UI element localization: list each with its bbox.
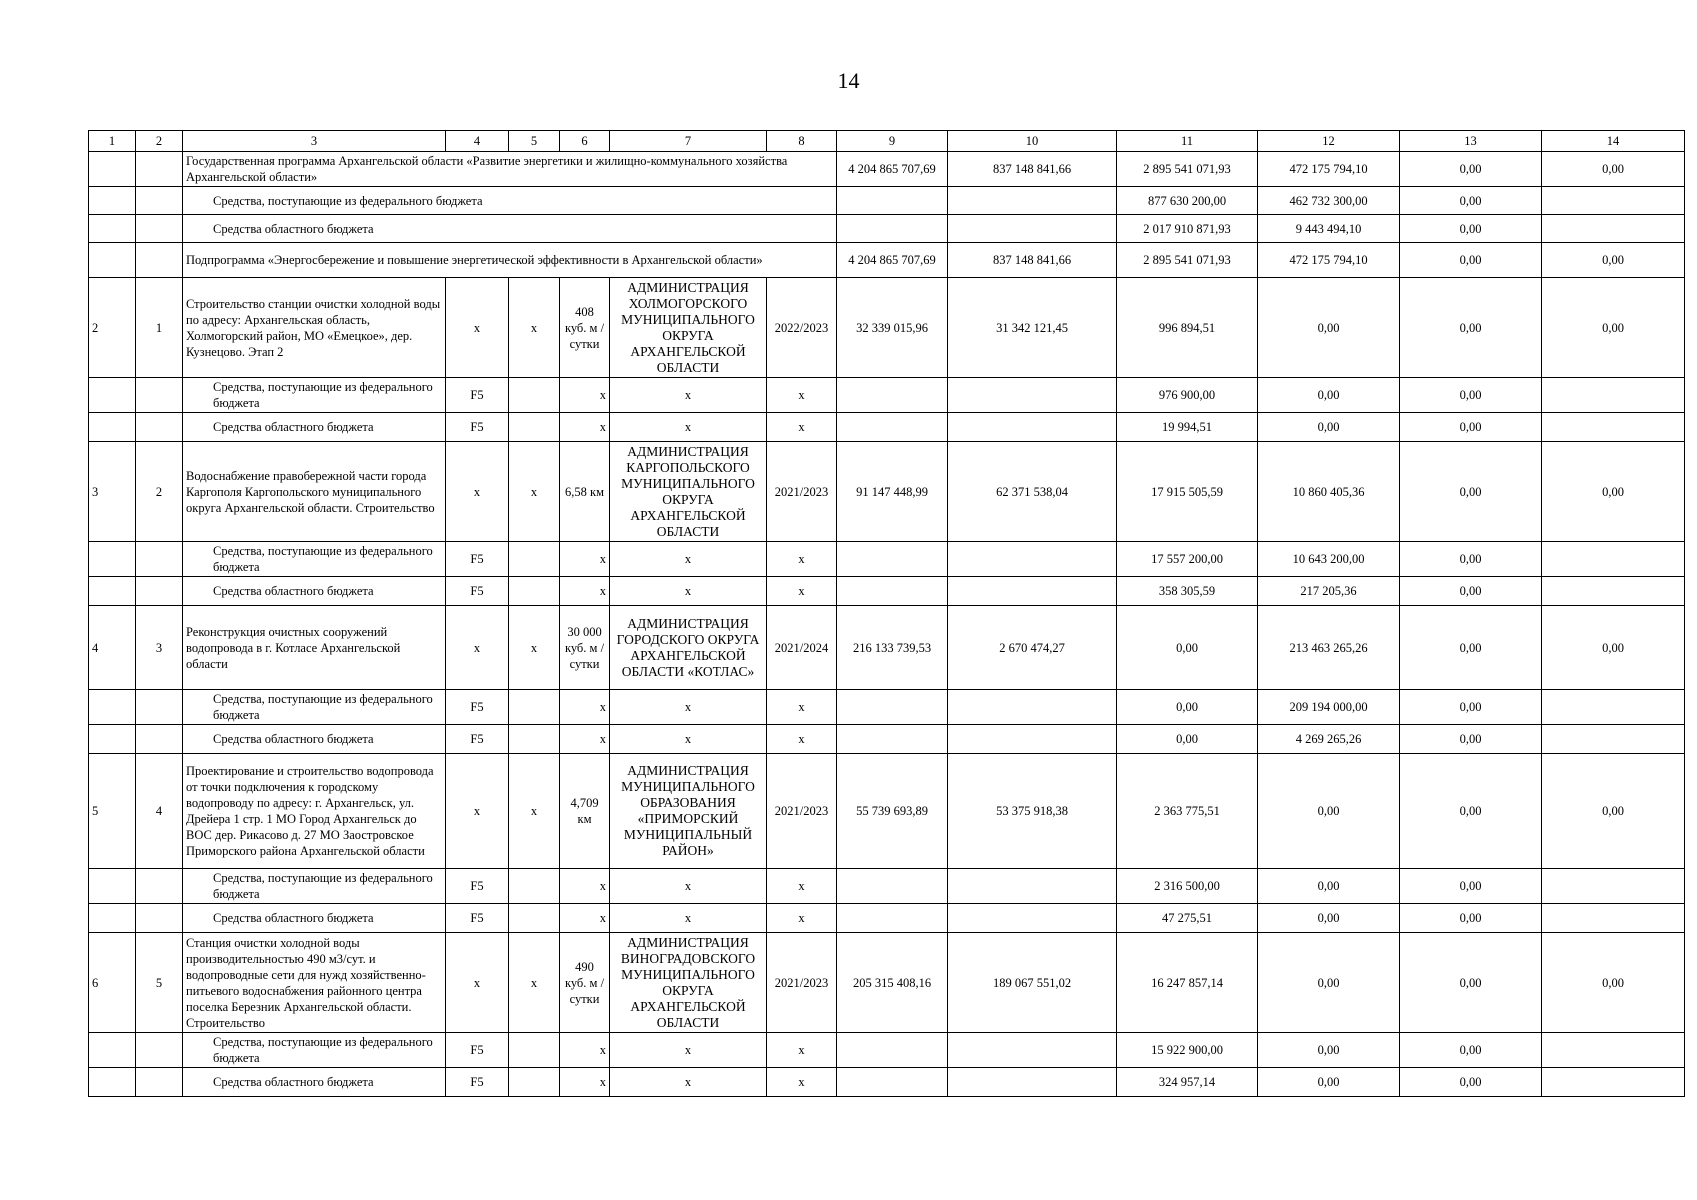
- amount-cell: 17 915 505,59: [1117, 442, 1258, 542]
- customer-organization: x: [610, 725, 767, 754]
- amount-cell: 877 630 200,00: [1117, 187, 1258, 215]
- funding-row: [89, 690, 1685, 725]
- empty-cell: [89, 413, 136, 442]
- amount-cell: 358 305,59: [1117, 577, 1258, 606]
- funding-source: Средства, поступающие из федерального бюджета: [183, 869, 446, 904]
- capacity-cell: x: [560, 542, 610, 577]
- amount-cell: 2 670 474,27: [948, 606, 1117, 690]
- period-cell: x: [767, 378, 837, 413]
- capacity-cell: x: [560, 1068, 610, 1097]
- amount-cell: [948, 187, 1117, 215]
- code-cell: x: [446, 278, 509, 378]
- customer-organization: x: [610, 869, 767, 904]
- amount-cell: [1542, 215, 1685, 243]
- row-number: [89, 152, 136, 187]
- customer-organization: x: [610, 1033, 767, 1068]
- amount-cell: 837 148 841,66: [948, 152, 1117, 187]
- amount-cell: [1542, 725, 1685, 754]
- code-cell: F5: [446, 1033, 509, 1068]
- item-number: 4: [136, 754, 183, 869]
- amount-cell: 0,00: [1400, 187, 1542, 215]
- object-title: Станция очистки холодной воды производительностью 490 м3/сут. и водопроводные сети для нужд хозяйственно-питьевого водоснабжения районного центра поселка Березник Архангельской области. Строительство: [183, 933, 446, 1033]
- amount-cell: 0,00: [1258, 754, 1400, 869]
- period-cell: x: [767, 869, 837, 904]
- amount-cell: 2 316 500,00: [1117, 869, 1258, 904]
- empty-cell: [509, 725, 560, 754]
- empty-cell: [136, 1068, 183, 1097]
- period-cell: 2021/2024: [767, 606, 837, 690]
- customer-organization: x: [610, 542, 767, 577]
- capacity-cell: x: [560, 413, 610, 442]
- object-row: [89, 754, 1685, 869]
- period-cell: x: [767, 1068, 837, 1097]
- amount-cell: 0,00: [1400, 1068, 1542, 1097]
- amount-cell: 47 275,51: [1117, 904, 1258, 933]
- page-number: 14: [837, 68, 860, 93]
- object-row: [89, 606, 1685, 690]
- capacity-cell: x: [560, 904, 610, 933]
- empty-cell: [509, 413, 560, 442]
- amount-cell: 32 339 015,96: [837, 278, 948, 378]
- funding-source: Средства областного бюджета: [183, 413, 446, 442]
- amount-cell: [1542, 869, 1685, 904]
- column-number: 5: [509, 131, 560, 152]
- funding-row: [89, 187, 1685, 215]
- amount-cell: 53 375 918,38: [948, 754, 1117, 869]
- column-number: 13: [1400, 131, 1542, 152]
- column-number: 3: [183, 131, 446, 152]
- empty-cell: [136, 725, 183, 754]
- amount-cell: 0,00: [1542, 152, 1685, 187]
- amount-cell: [1542, 690, 1685, 725]
- code-cell: F5: [446, 1068, 509, 1097]
- column-number-row: [89, 131, 1685, 152]
- empty-cell: [136, 904, 183, 933]
- amount-cell: 0,00: [1400, 243, 1542, 278]
- item-number: 1: [136, 278, 183, 378]
- empty-cell: [136, 542, 183, 577]
- column-number: 9: [837, 131, 948, 152]
- amount-cell: [837, 1033, 948, 1068]
- amount-cell: 0,00: [1542, 933, 1685, 1033]
- amount-cell: [948, 690, 1117, 725]
- row-number: 2: [89, 278, 136, 378]
- empty-cell: [89, 904, 136, 933]
- object-title: Проектирование и строительство водопровода от точки подключения к городскому водопроводу по адресу: г. Архангельск, ул. Дрейера 1 стр. 1 МО Город Архангельск до ВОС дер. Рикасово д. 27 МО Заостровское Приморского района Архангельской области: [183, 754, 446, 869]
- funding-row: [89, 215, 1685, 243]
- capacity-cell: x: [560, 725, 610, 754]
- capacity-cell: 4,709 км: [560, 754, 610, 869]
- customer-organization: x: [610, 378, 767, 413]
- code-cell: F5: [446, 413, 509, 442]
- row-number: 4: [89, 606, 136, 690]
- amount-cell: 4 269 265,26: [1258, 725, 1400, 754]
- code-cell: F5: [446, 577, 509, 606]
- amount-cell: [948, 542, 1117, 577]
- object-title: Строительство станции очистки холодной воды по адресу: Архангельская область, Холмогорский район, МО «Емецкое», дер. Кузнецово. Этап 2: [183, 278, 446, 378]
- customer-organization: x: [610, 1068, 767, 1097]
- empty-cell: [89, 869, 136, 904]
- amount-cell: 0,00: [1542, 754, 1685, 869]
- empty-cell: [89, 690, 136, 725]
- amount-cell: [837, 187, 948, 215]
- code-cell: F5: [446, 690, 509, 725]
- amount-cell: [837, 378, 948, 413]
- amount-cell: 0,00: [1400, 442, 1542, 542]
- amount-cell: 0,00: [1542, 442, 1685, 542]
- amount-cell: 55 739 693,89: [837, 754, 948, 869]
- amount-cell: 4 204 865 707,69: [837, 152, 948, 187]
- code-cell: F5: [446, 904, 509, 933]
- amount-cell: 0,00: [1400, 413, 1542, 442]
- capacity-cell: x: [560, 577, 610, 606]
- funding-source: Средства областного бюджета: [183, 904, 446, 933]
- code-cell: x: [446, 442, 509, 542]
- amount-cell: 0,00: [1258, 413, 1400, 442]
- amount-cell: 0,00: [1258, 904, 1400, 933]
- amount-cell: 0,00: [1542, 278, 1685, 378]
- funding-row: [89, 577, 1685, 606]
- code-cell: F5: [446, 725, 509, 754]
- period-cell: x: [767, 413, 837, 442]
- amount-cell: 0,00: [1400, 904, 1542, 933]
- funding-source: Средства, поступающие из федерального бюджета: [183, 1033, 446, 1068]
- funding-row: [89, 413, 1685, 442]
- amount-cell: [948, 215, 1117, 243]
- column-number: 10: [948, 131, 1117, 152]
- empty-cell: [136, 577, 183, 606]
- amount-cell: 324 957,14: [1117, 1068, 1258, 1097]
- amount-cell: 31 342 121,45: [948, 278, 1117, 378]
- amount-cell: 472 175 794,10: [1258, 243, 1400, 278]
- customer-organization: АДМИНИСТРАЦИЯ ХОЛМОГОРСКОГО МУНИЦИПАЛЬНОГО ОКРУГА АРХАНГЕЛЬСКОЙ ОБЛАСТИ: [610, 278, 767, 378]
- amount-cell: 976 900,00: [1117, 378, 1258, 413]
- amount-cell: 0,00: [1117, 725, 1258, 754]
- empty-cell: [509, 904, 560, 933]
- column-number: 12: [1258, 131, 1400, 152]
- amount-cell: 189 067 551,02: [948, 933, 1117, 1033]
- amount-cell: [837, 869, 948, 904]
- amount-cell: 209 194 000,00: [1258, 690, 1400, 725]
- amount-cell: [837, 577, 948, 606]
- amount-cell: [948, 869, 1117, 904]
- amount-cell: [837, 725, 948, 754]
- amount-cell: 0,00: [1400, 933, 1542, 1033]
- column-number: 1: [89, 131, 136, 152]
- amount-cell: 10 643 200,00: [1258, 542, 1400, 577]
- empty-cell: [509, 1033, 560, 1068]
- amount-cell: [1542, 1033, 1685, 1068]
- amount-cell: [948, 577, 1117, 606]
- amount-cell: 0,00: [1542, 606, 1685, 690]
- funding-row: [89, 378, 1685, 413]
- item-number: [136, 243, 183, 278]
- column-number: 14: [1542, 131, 1685, 152]
- object-title: Водоснабжение правобережной части города Каргополя Каргопольского муниципального округа Архангельской области. Строительство: [183, 442, 446, 542]
- amount-cell: 15 922 900,00: [1117, 1033, 1258, 1068]
- customer-organization: АДМИНИСТРАЦИЯ ВИНОГРАДОВСКОГО МУНИЦИПАЛЬНОГО ОКРУГА АРХАНГЕЛЬСКОЙ ОБЛАСТИ: [610, 933, 767, 1033]
- object-row: [89, 442, 1685, 542]
- amount-cell: 0,00: [1400, 869, 1542, 904]
- code-cell: F5: [446, 542, 509, 577]
- customer-organization: x: [610, 690, 767, 725]
- column-number: 2: [136, 131, 183, 152]
- amount-cell: 0,00: [1400, 215, 1542, 243]
- amount-cell: 0,00: [1258, 378, 1400, 413]
- code-cell: x: [509, 933, 560, 1033]
- column-number: 4: [446, 131, 509, 152]
- code-cell: x: [509, 442, 560, 542]
- funding-row: [89, 869, 1685, 904]
- amount-cell: 0,00: [1400, 152, 1542, 187]
- empty-cell: [89, 542, 136, 577]
- amount-cell: [1542, 413, 1685, 442]
- empty-cell: [89, 1033, 136, 1068]
- funding-source: Средства, поступающие из федерального бюджета: [183, 690, 446, 725]
- amount-cell: 0,00: [1400, 725, 1542, 754]
- empty-cell: [136, 869, 183, 904]
- amount-cell: [948, 413, 1117, 442]
- code-cell: x: [509, 754, 560, 869]
- amount-cell: [948, 725, 1117, 754]
- column-number: 7: [610, 131, 767, 152]
- amount-cell: 0,00: [1400, 577, 1542, 606]
- amount-cell: 213 463 265,26: [1258, 606, 1400, 690]
- amount-cell: 462 732 300,00: [1258, 187, 1400, 215]
- amount-cell: 2 895 541 071,93: [1117, 243, 1258, 278]
- empty-cell: [509, 378, 560, 413]
- capacity-cell: x: [560, 869, 610, 904]
- amount-cell: 62 371 538,04: [948, 442, 1117, 542]
- budget-table: [88, 130, 1685, 1097]
- funding-row: [89, 904, 1685, 933]
- empty-cell: [509, 690, 560, 725]
- program-row: [89, 243, 1685, 278]
- period-cell: x: [767, 904, 837, 933]
- row-number: 3: [89, 442, 136, 542]
- column-number: 8: [767, 131, 837, 152]
- amount-cell: 0,00: [1400, 690, 1542, 725]
- capacity-cell: x: [560, 690, 610, 725]
- row-number: [89, 187, 136, 215]
- empty-cell: [89, 378, 136, 413]
- code-cell: x: [509, 278, 560, 378]
- customer-organization: x: [610, 577, 767, 606]
- period-cell: x: [767, 725, 837, 754]
- amount-cell: [1542, 542, 1685, 577]
- amount-cell: 0,00: [1258, 1068, 1400, 1097]
- amount-cell: 0,00: [1117, 606, 1258, 690]
- item-number: [136, 187, 183, 215]
- funding-row: [89, 1068, 1685, 1097]
- amount-cell: 2 017 910 871,93: [1117, 215, 1258, 243]
- funding-source: Средства областного бюджета: [183, 725, 446, 754]
- empty-cell: [136, 1033, 183, 1068]
- amount-cell: [1542, 378, 1685, 413]
- empty-cell: [509, 577, 560, 606]
- funding-source: Средства областного бюджета: [183, 1068, 446, 1097]
- row-number: 5: [89, 754, 136, 869]
- customer-organization: АДМИНИСТРАЦИЯ КАРГОПОЛЬСКОГО МУНИЦИПАЛЬНОГО ОКРУГА АРХАНГЕЛЬСКОЙ ОБЛАСТИ: [610, 442, 767, 542]
- code-cell: F5: [446, 378, 509, 413]
- empty-cell: [509, 869, 560, 904]
- empty-cell: [509, 542, 560, 577]
- period-cell: 2021/2023: [767, 442, 837, 542]
- customer-organization: x: [610, 904, 767, 933]
- code-cell: x: [446, 754, 509, 869]
- amount-cell: [948, 378, 1117, 413]
- amount-cell: 0,00: [1400, 278, 1542, 378]
- code-cell: x: [446, 606, 509, 690]
- period-cell: 2021/2023: [767, 754, 837, 869]
- amount-cell: 217 205,36: [1258, 577, 1400, 606]
- program-title: Государственная программа Архангельской области «Развитие энергетики и жилищно-коммунального хозяйства Архангельской области»: [183, 152, 837, 187]
- code-cell: F5: [446, 869, 509, 904]
- column-number: 11: [1117, 131, 1258, 152]
- customer-organization: АДМИНИСТРАЦИЯ ГОРОДСКОГО ОКРУГА АРХАНГЕЛЬСКОЙ ОБЛАСТИ «КОТЛАС»: [610, 606, 767, 690]
- amount-cell: 0,00: [1400, 754, 1542, 869]
- amount-cell: [837, 542, 948, 577]
- capacity-cell: 6,58 км: [560, 442, 610, 542]
- amount-cell: 16 247 857,14: [1117, 933, 1258, 1033]
- code-cell: x: [509, 606, 560, 690]
- amount-cell: 17 557 200,00: [1117, 542, 1258, 577]
- period-cell: x: [767, 577, 837, 606]
- object-title: Реконструкция очистных сооружений водопровода в г. Котласе Архангельской области: [183, 606, 446, 690]
- amount-cell: 0,00: [1542, 243, 1685, 278]
- period-cell: x: [767, 1033, 837, 1068]
- amount-cell: [948, 1068, 1117, 1097]
- funding-row: [89, 725, 1685, 754]
- amount-cell: 91 147 448,99: [837, 442, 948, 542]
- empty-cell: [136, 378, 183, 413]
- empty-cell: [509, 1068, 560, 1097]
- amount-cell: [1542, 904, 1685, 933]
- item-number: [136, 152, 183, 187]
- amount-cell: [837, 1068, 948, 1097]
- item-number: 3: [136, 606, 183, 690]
- amount-cell: [948, 1033, 1117, 1068]
- item-number: [136, 215, 183, 243]
- funding-row: [89, 1033, 1685, 1068]
- amount-cell: 10 860 405,36: [1258, 442, 1400, 542]
- capacity-cell: 30 000 куб. м / сутки: [560, 606, 610, 690]
- capacity-cell: 408 куб. м / сутки: [560, 278, 610, 378]
- object-row: [89, 933, 1685, 1033]
- amount-cell: 0,00: [1400, 606, 1542, 690]
- empty-cell: [89, 577, 136, 606]
- amount-cell: 0,00: [1400, 378, 1542, 413]
- amount-cell: 0,00: [1258, 869, 1400, 904]
- empty-cell: [136, 413, 183, 442]
- amount-cell: [948, 904, 1117, 933]
- capacity-cell: x: [560, 1033, 610, 1068]
- capacity-cell: x: [560, 378, 610, 413]
- funding-source: Средства, поступающие из федерального бюджета: [183, 542, 446, 577]
- empty-cell: [89, 725, 136, 754]
- funding-source: Средства, поступающие из федерального бюджета: [183, 187, 837, 215]
- item-number: 5: [136, 933, 183, 1033]
- code-cell: x: [446, 933, 509, 1033]
- amount-cell: 0,00: [1258, 278, 1400, 378]
- amount-cell: 4 204 865 707,69: [837, 243, 948, 278]
- funding-row: [89, 542, 1685, 577]
- amount-cell: [1542, 187, 1685, 215]
- amount-cell: 0,00: [1258, 933, 1400, 1033]
- amount-cell: 2 363 775,51: [1117, 754, 1258, 869]
- amount-cell: 205 315 408,16: [837, 933, 948, 1033]
- amount-cell: [1542, 577, 1685, 606]
- capacity-cell: 490 куб. м / сутки: [560, 933, 610, 1033]
- period-cell: x: [767, 542, 837, 577]
- period-cell: x: [767, 690, 837, 725]
- period-cell: 2021/2023: [767, 933, 837, 1033]
- funding-source: Средства, поступающие из федерального бюджета: [183, 378, 446, 413]
- amount-cell: 0,00: [1117, 690, 1258, 725]
- row-number: [89, 215, 136, 243]
- funding-source: Средства областного бюджета: [183, 215, 837, 243]
- row-number: [89, 243, 136, 278]
- amount-cell: 0,00: [1258, 1033, 1400, 1068]
- empty-cell: [136, 690, 183, 725]
- amount-cell: [837, 690, 948, 725]
- amount-cell: [837, 413, 948, 442]
- row-number: 6: [89, 933, 136, 1033]
- program-title: Подпрограмма «Энергосбережение и повышение энергетической эффективности в Архангельской области»: [183, 243, 837, 278]
- amount-cell: 216 133 739,53: [837, 606, 948, 690]
- amount-cell: 837 148 841,66: [948, 243, 1117, 278]
- amount-cell: 472 175 794,10: [1258, 152, 1400, 187]
- period-cell: 2022/2023: [767, 278, 837, 378]
- amount-cell: 0,00: [1400, 1033, 1542, 1068]
- item-number: 2: [136, 442, 183, 542]
- column-number: 6: [560, 131, 610, 152]
- object-row: [89, 278, 1685, 378]
- empty-cell: [89, 1068, 136, 1097]
- amount-cell: [837, 904, 948, 933]
- amount-cell: 996 894,51: [1117, 278, 1258, 378]
- funding-source: Средства областного бюджета: [183, 577, 446, 606]
- amount-cell: 2 895 541 071,93: [1117, 152, 1258, 187]
- customer-organization: АДМИНИСТРАЦИЯ МУНИЦИПАЛЬНОГО ОБРАЗОВАНИЯ «ПРИМОРСКИЙ МУНИЦИПАЛЬНЫЙ РАЙОН»: [610, 754, 767, 869]
- amount-cell: [1542, 1068, 1685, 1097]
- amount-cell: 0,00: [1400, 542, 1542, 577]
- amount-cell: 9 443 494,10: [1258, 215, 1400, 243]
- amount-cell: [837, 215, 948, 243]
- customer-organization: x: [610, 413, 767, 442]
- program-row: [89, 152, 1685, 187]
- amount-cell: 19 994,51: [1117, 413, 1258, 442]
